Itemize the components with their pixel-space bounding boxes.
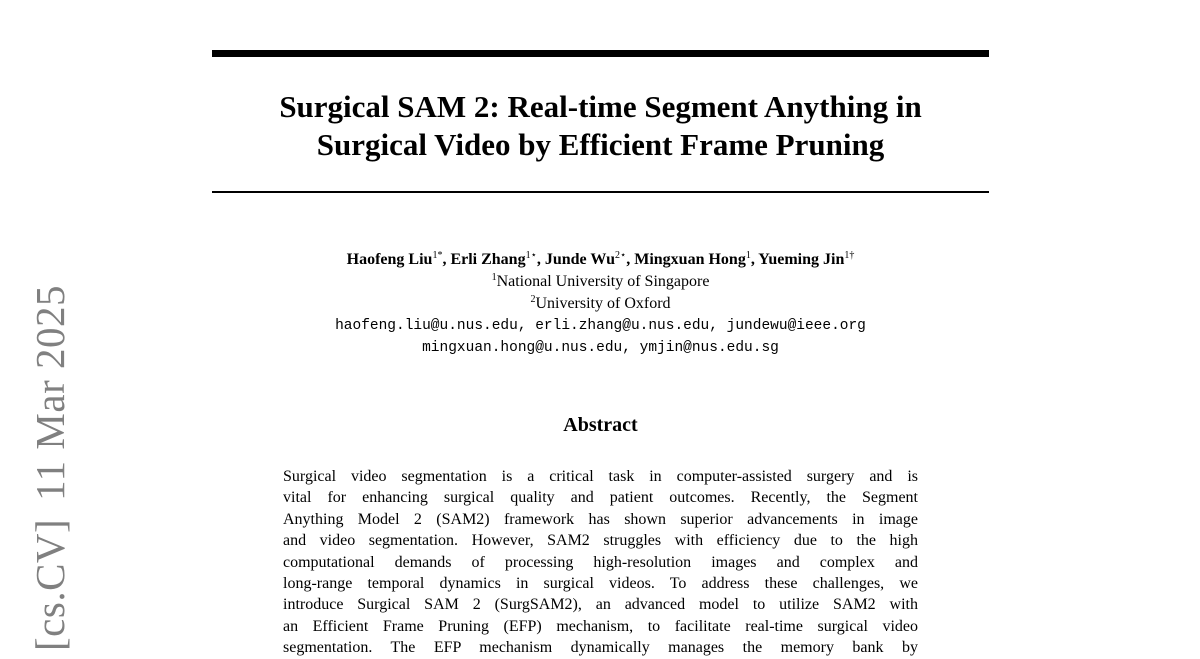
arxiv-date: 11 Mar 2025	[27, 285, 73, 501]
author-name: Erli Zhang	[450, 251, 526, 268]
author-marks: 1*	[432, 250, 443, 261]
affiliation	[212, 271, 989, 293]
affiliation-name: University of Oxford	[535, 295, 671, 312]
email-line-2: mingxuan.hong@u.nus.edu, ymjin@nus.edu.sg	[422, 340, 779, 356]
affiliation-name: National University of Singapore	[496, 273, 710, 290]
abstract-line: long-range temporal dynamics in surgical videos. To address these challenges, we	[283, 575, 918, 593]
top-rule	[212, 50, 989, 57]
abstract-line: segmentation. The EFP mechanism dynamically manages the memory bank by	[283, 639, 918, 657]
author-block	[212, 249, 989, 359]
author-marks: 1	[745, 250, 751, 261]
author-name: Mingxuan Hong	[634, 251, 746, 268]
affiliation-mark: 2	[530, 294, 536, 305]
affiliation	[212, 293, 989, 315]
abstract-line: an Efficient Frame Pruning (EFP) mechanism, to facilitate real-time surgical video	[283, 617, 918, 635]
author-list: Haofeng Liu$^{1*}$, Erli Zhang$^{1⋆}$, Junde $Wu^{2⋆}$, Mingxuan Hong$^1$, Yueming Jin$^{1\dagger}$	[346, 250, 855, 268]
author-marks: 1⋆	[525, 250, 537, 261]
title-line-1: Surgical SAM 2: Real-time Segment Anything in	[279, 89, 922, 124]
abstract-line: Anything Model 2 (SAM2) framework has shown superior advancements in image	[283, 510, 918, 528]
email-line-1: haofeng.liu@u.nus.edu, erli.zhang@u.nus.edu, jundewu@ieee.org	[335, 318, 866, 334]
paper-title	[212, 88, 989, 164]
author-name: Junde Wu	[544, 251, 615, 268]
title-bottom-rule	[212, 191, 989, 193]
author-name: Yueming Jin	[758, 251, 845, 268]
abstract-heading: Abstract	[563, 414, 638, 436]
author-marks: 1†	[844, 250, 855, 261]
arxiv-category: [cs.CV]	[27, 518, 73, 651]
abstract-line: Surgical video segmentation is a critical task in computer-assisted surgery and is	[283, 468, 918, 485]
abstract-line: and video segmentation. However, SAM2 struggles with efficiency due to the high	[283, 532, 918, 550]
abstract-line: introduce Surgical SAM 2 (SurgSAM2), an advanced model to utilize SAM2 with	[283, 596, 918, 614]
title-line-2: Surgical Video by Efficient Frame Pruning	[316, 127, 885, 162]
affiliation-mark: 1	[491, 272, 497, 283]
author-name: Haofeng Liu	[346, 251, 433, 268]
arxiv-side-stamp	[26, 285, 74, 651]
author-marks: 2⋆	[614, 250, 627, 261]
abstract-line: computational demands of processing high-resolution images and complex and	[283, 553, 918, 571]
abstract-body	[283, 466, 918, 659]
abstract-line: vital for enhancing surgical quality and patient outcomes. Recently, the Segment	[283, 489, 918, 507]
